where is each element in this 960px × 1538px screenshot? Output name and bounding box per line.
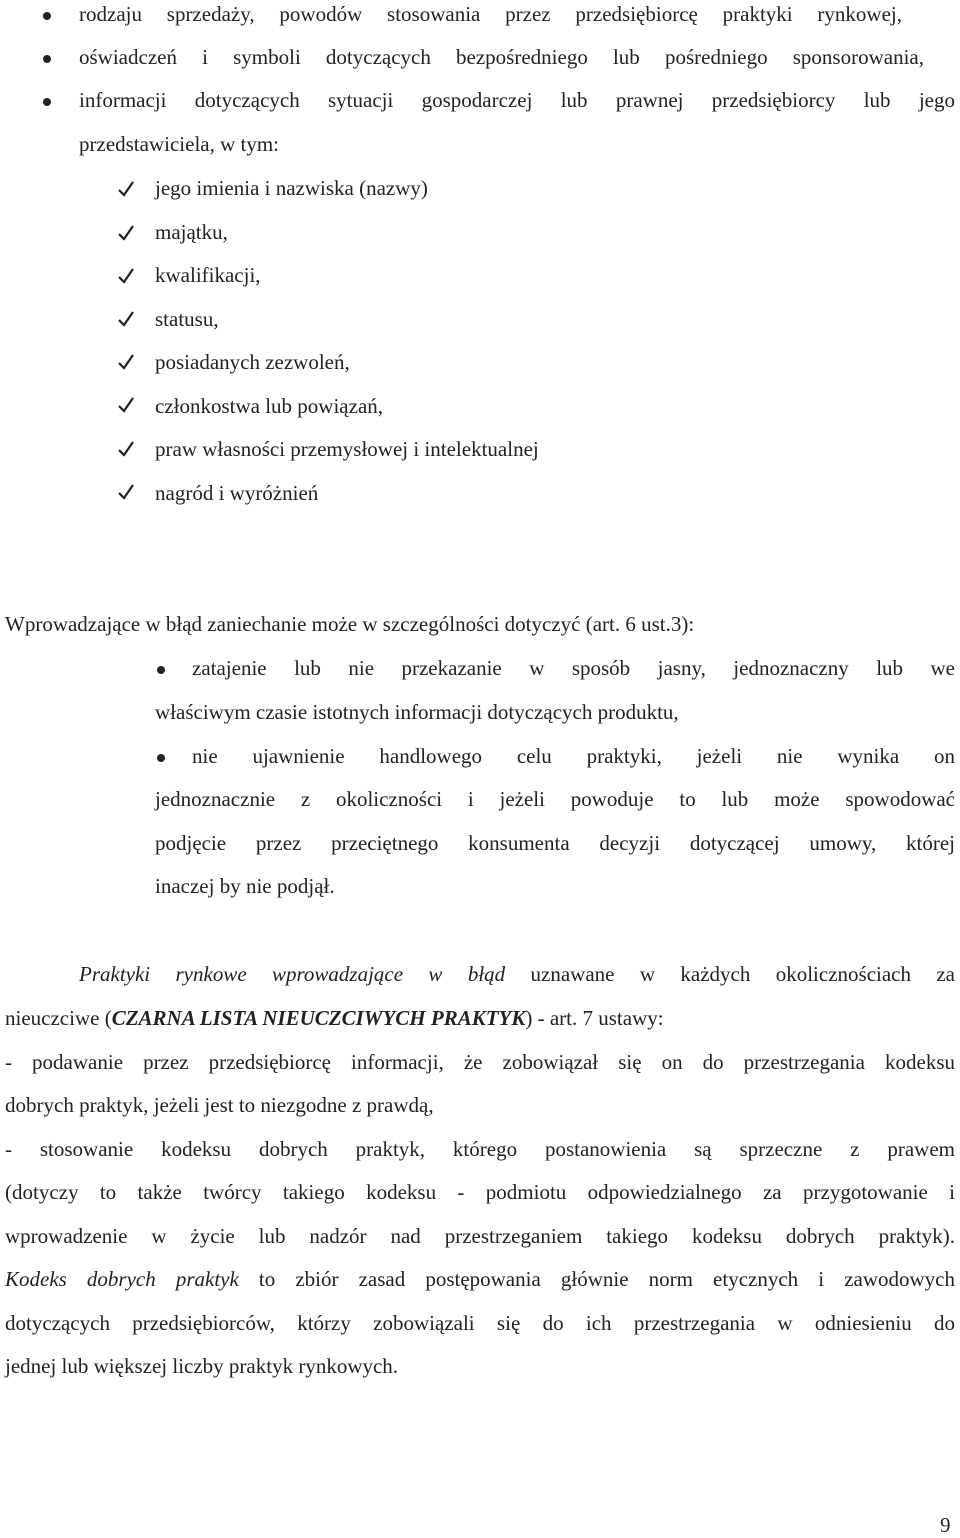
checkmark-icon: [117, 310, 135, 328]
blacklist-item: - stosowanie kodeksu dobrych praktyk, którego postanowienia są sprzeczne z prawem: [5, 1137, 955, 1161]
bullet-item: rodzaju sprzedaży, powodów stosowania przez przedsiębiorcę praktyki rynkowej,: [79, 2, 902, 26]
bullet-item-continuation: inaczej by nie podjął.: [155, 874, 335, 898]
bullet-item-continuation: właściwym czasie istotnych informacji dotyczących produktu,: [155, 700, 679, 724]
bullet-item: informacji dotyczących sytuacji gospodarczej lub prawnej przedsiębiorcy lub jego: [79, 88, 955, 112]
section-heading: Wprowadzające w błąd zaniechanie może w szczególności dotyczyć (art. 6 ust.3):: [5, 612, 695, 636]
checklist-item: praw własności przemysłowej i intelektualnej: [155, 437, 539, 461]
emphasized-term: Praktyki rynkowe wprowadzające w błąd: [79, 962, 506, 986]
checkmark-icon: [117, 396, 135, 414]
checklist-item: statusu,: [155, 307, 219, 331]
blacklist-intro-line1: Praktyki rynkowe wprowadzające w błąd uznawane w każdych okolicznościach za: [79, 962, 956, 986]
checklist-item: posiadanych zezwoleń,: [155, 350, 350, 374]
blacklist-item-continuation: dobrych praktyk, jeżeli jest to niezgodne z prawdą,: [5, 1093, 434, 1117]
bullet-icon: [43, 55, 51, 63]
blacklist-item-continuation: (dotyczy to także twórcy takiego kodeksu - podmiotu odpowiedzialnego za przygotowanie i: [5, 1180, 955, 1204]
bullet-item-continuation: podjęcie przez przeciętnego konsumenta decyzji dotyczącej umowy, której: [155, 831, 955, 855]
bullet-icon: [157, 666, 165, 674]
bullet-icon: [43, 12, 51, 20]
blacklist-item-continuation: wprowadzenie w życie lub nadzór nad przestrzeganiem takiego kodeksu dobrych praktyk).: [5, 1224, 955, 1248]
checklist-item: majątku,: [155, 220, 228, 244]
checkmark-icon: [117, 224, 135, 242]
checklist-item: nagród i wyróżnień: [155, 481, 319, 505]
definition-line1: Kodeks dobrych praktyk to zbiór zasad postępowania głównie norm etycznych i zawodowych: [5, 1267, 955, 1291]
checkmark-icon: [117, 267, 135, 285]
bullet-icon: [157, 754, 165, 762]
bullet-item: oświadczeń i symboli dotyczących bezpośredniego lub pośredniego sponsorowania,: [79, 45, 924, 69]
bullet-icon: [43, 98, 51, 106]
checkmark-icon: [117, 440, 135, 458]
definition-line: dotyczących przedsiębiorców, którzy zobowiązali się do ich przestrzegania w odniesieniu do: [5, 1311, 955, 1335]
checkmark-icon: [117, 180, 135, 198]
page-number: 9: [940, 1513, 951, 1537]
checkmark-icon: [117, 483, 135, 501]
bullet-item: zatajenie lub nie przekazanie w sposób jasny, jednoznaczny lub we: [192, 656, 955, 680]
checkmark-icon: [117, 353, 135, 371]
definition-line: jednej lub większej liczby praktyk rynkowych.: [5, 1354, 399, 1378]
defined-term: Kodeks dobrych praktyk: [5, 1267, 239, 1291]
blacklist-title: CZARNA LISTA NIEUCZCIWYCH PRAKTYK: [111, 1006, 526, 1030]
bullet-item-continuation: jednoznacznie z okoliczności i jeżeli powoduje to lub może spowodować: [155, 787, 955, 811]
blacklist-item: - podawanie przez przedsiębiorcę informacji, że zobowiązał się on do przestrzegania kodeksu: [5, 1050, 955, 1074]
bullet-item-continuation: przedstawiciela, w tym:: [79, 132, 280, 156]
bullet-item: nie ujawnienie handlowego celu praktyki, jeżeli nie wynika on: [192, 744, 955, 768]
blacklist-intro-line2: nieuczciwe (CZARNA LISTA NIEUCZCIWYCH PRAKTYK) - art. 7 ustawy:: [5, 1006, 664, 1030]
checklist-item: członkostwa lub powiązań,: [155, 394, 384, 418]
checklist-item: kwalifikacji,: [155, 263, 261, 287]
checklist-item: jego imienia i nazwiska (nazwy): [155, 176, 428, 200]
